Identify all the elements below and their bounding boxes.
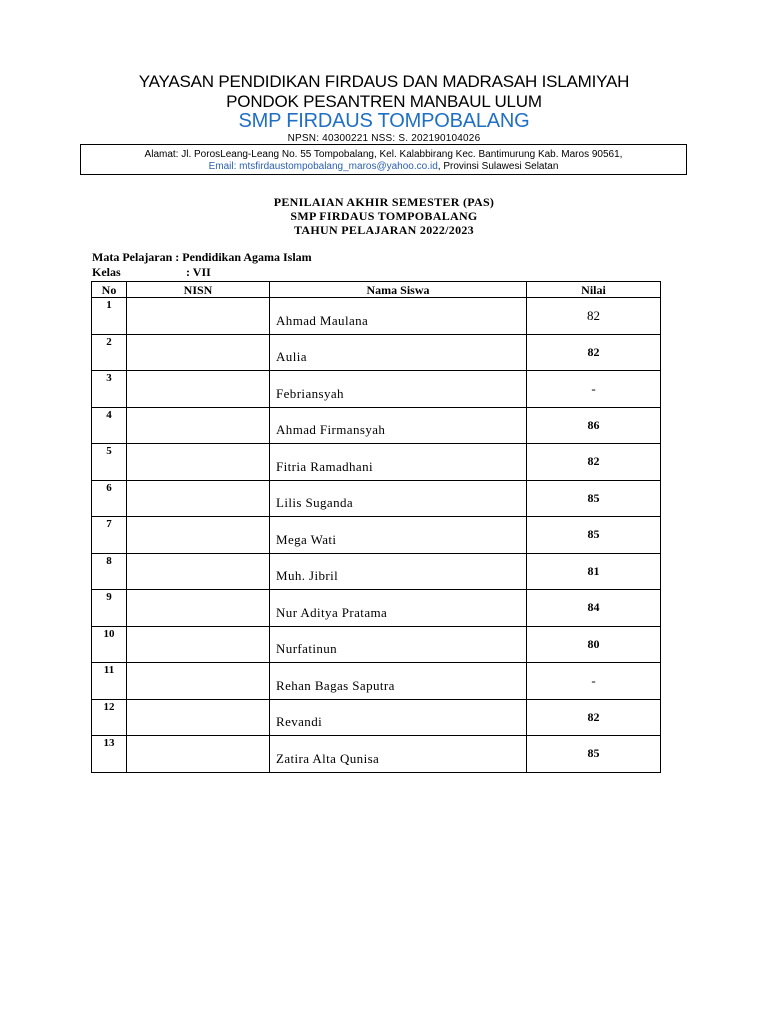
row-no: 12 bbox=[92, 699, 127, 736]
row-no: 9 bbox=[92, 590, 127, 627]
row-nilai: 85 bbox=[527, 517, 661, 554]
row-nisn bbox=[127, 444, 270, 481]
row-no: 8 bbox=[92, 553, 127, 590]
row-no: 6 bbox=[92, 480, 127, 517]
col-header-no: No bbox=[92, 282, 127, 298]
row-no: 1 bbox=[92, 298, 127, 335]
foundation-name: YAYASAN PENDIDIKAN FIRDAUS DAN MADRASAH ISLAMIYAH bbox=[138, 72, 630, 91]
grades-table bbox=[91, 281, 661, 773]
col-header-nama: Nama Siswa bbox=[270, 282, 527, 298]
row-no: 13 bbox=[92, 736, 127, 773]
row-nilai: 81 bbox=[527, 553, 661, 590]
row-nama: Nur Aditya Pratama bbox=[270, 590, 527, 627]
row-nisn bbox=[127, 626, 270, 663]
row-nama: Febriansyah bbox=[270, 371, 527, 408]
row-nilai: 85 bbox=[527, 480, 661, 517]
row-no: 4 bbox=[92, 407, 127, 444]
doc-title-1: PENILAIAN AKHIR SEMESTER (PAS) bbox=[273, 195, 495, 209]
row-no: 7 bbox=[92, 517, 127, 554]
table-row bbox=[92, 371, 661, 408]
row-no: 11 bbox=[92, 663, 127, 700]
row-nama: Aulia bbox=[270, 334, 527, 371]
email-link[interactable]: Email: mtsfirdaustompobalang_maros@yahoo.co.id bbox=[208, 161, 438, 172]
doc-title-2: SMP FIRDAUS TOMPOBALANG bbox=[290, 209, 478, 223]
row-no: 5 bbox=[92, 444, 127, 481]
row-nama: Zatira Alta Qunisa bbox=[270, 736, 527, 773]
row-nama: Ahmad Maulana bbox=[270, 298, 527, 335]
row-nama: Mega Wati bbox=[270, 517, 527, 554]
table-header-row bbox=[92, 282, 661, 298]
row-nisn bbox=[127, 699, 270, 736]
row-nama: Rehan Bagas Saputra bbox=[270, 663, 527, 700]
row-no: 10 bbox=[92, 626, 127, 663]
table-row bbox=[92, 517, 661, 554]
row-nilai: 85 bbox=[527, 736, 661, 773]
row-nisn bbox=[127, 334, 270, 371]
class-label: Kelas bbox=[92, 265, 121, 279]
table-row bbox=[92, 626, 661, 663]
row-nama: Nurfatinun bbox=[270, 626, 527, 663]
row-nama: Revandi bbox=[270, 699, 527, 736]
row-no: 3 bbox=[92, 371, 127, 408]
row-nilai: 80 bbox=[527, 626, 661, 663]
row-nisn bbox=[127, 371, 270, 408]
row-nilai: 82 bbox=[527, 298, 661, 335]
doc-title-3: TAHUN PELAJARAN 2022/2023 bbox=[294, 223, 474, 237]
row-nilai: - bbox=[527, 371, 661, 408]
contact-line bbox=[81, 161, 686, 173]
row-nama: Fitria Ramadhani bbox=[270, 444, 527, 481]
table-row bbox=[92, 298, 661, 335]
row-nilai: - bbox=[527, 663, 661, 700]
table-row bbox=[92, 444, 661, 481]
row-nilai: 86 bbox=[527, 407, 661, 444]
row-nisn bbox=[127, 298, 270, 335]
row-nama: Lilis Suganda bbox=[270, 480, 527, 517]
row-nilai: 82 bbox=[527, 444, 661, 481]
subject-line: Mata Pelajaran : Pendidikan Agama Islam bbox=[92, 250, 312, 264]
class-value: : VII bbox=[186, 265, 211, 279]
row-nisn bbox=[127, 736, 270, 773]
table-row bbox=[92, 590, 661, 627]
row-nisn bbox=[127, 407, 270, 444]
npsn-nss: NPSN: 40300221 NSS: S. 202190104026 bbox=[287, 133, 481, 144]
row-nilai: 82 bbox=[527, 334, 661, 371]
row-no: 2 bbox=[92, 334, 127, 371]
row-nisn bbox=[127, 553, 270, 590]
row-nama: Muh. Jibril bbox=[270, 553, 527, 590]
row-nisn bbox=[127, 663, 270, 700]
address-box bbox=[80, 144, 687, 175]
row-nilai: 82 bbox=[527, 699, 661, 736]
table-row bbox=[92, 699, 661, 736]
class-line bbox=[92, 265, 211, 280]
table-row bbox=[92, 553, 661, 590]
table-row bbox=[92, 736, 661, 773]
row-nisn bbox=[127, 590, 270, 627]
row-nilai: 84 bbox=[527, 590, 661, 627]
table-row bbox=[92, 480, 661, 517]
address-line: Alamat: Jl. PorosLeang-Leang No. 55 Tompobalang, Kel. Kalabbirang Kec. Bantimurung Kab. Maros 90561, bbox=[144, 149, 623, 160]
col-header-nisn: NISN bbox=[127, 282, 270, 298]
table-row bbox=[92, 407, 661, 444]
row-nama: Ahmad Firmansyah bbox=[270, 407, 527, 444]
school-name: SMP FIRDAUS TOMPOBALANG bbox=[238, 110, 530, 132]
row-nisn bbox=[127, 480, 270, 517]
col-header-nilai: Nilai bbox=[527, 282, 661, 298]
row-nisn bbox=[127, 517, 270, 554]
province-text: , Provinsi Sulawesi Selatan bbox=[437, 161, 559, 172]
table-row bbox=[92, 663, 661, 700]
table-row bbox=[92, 334, 661, 371]
pondok-name: PONDOK PESANTREN MANBAUL ULUM bbox=[226, 92, 542, 111]
